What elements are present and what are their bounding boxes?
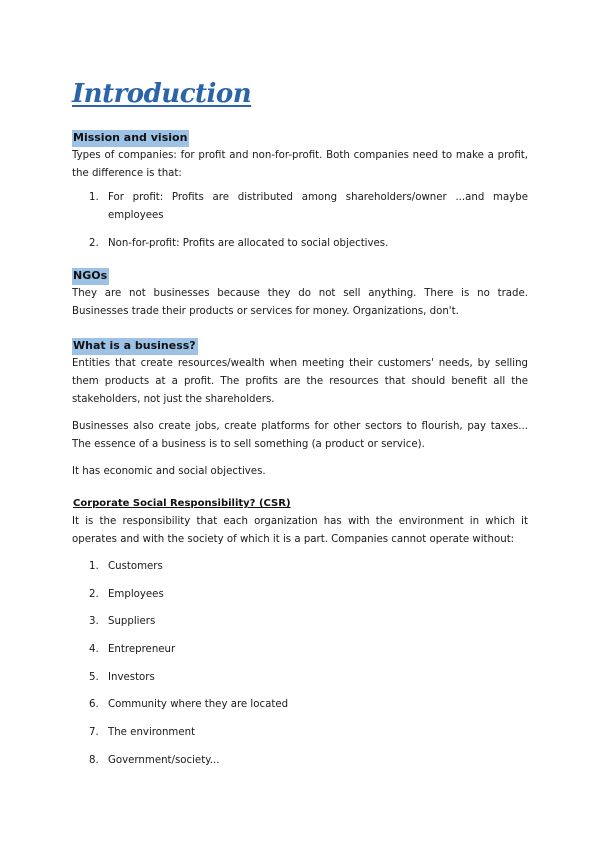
list-item — [72, 724, 528, 742]
list-item — [72, 586, 528, 604]
list-item — [72, 752, 528, 770]
csr-list — [72, 558, 528, 770]
section-mission — [72, 126, 528, 253]
csr-text: It is the responsibility that each organization has with the environment in which it operates and with the society of which it is a part. Companies cannot operate without: — [72, 516, 528, 545]
list-text: The environment — [108, 727, 196, 739]
business-p3: It has economic and social objectives. — [72, 466, 266, 477]
list-text: Community where they are located — [108, 699, 289, 711]
list-text: Investors — [108, 671, 155, 683]
list-item — [72, 613, 528, 631]
list-number: 2. — [89, 238, 99, 249]
mission-list — [72, 189, 528, 253]
section-business — [72, 334, 528, 481]
heading-csr: Corporate Social Responsibility? (CSR) — [73, 498, 291, 509]
list-number: 2. — [89, 588, 99, 600]
list-number: 5. — [89, 671, 99, 683]
list-number: 4. — [89, 644, 99, 656]
list-number: 3. — [89, 616, 99, 628]
list-text: Employees — [108, 588, 164, 600]
ngos-text: They are not businesses because they do not sell anything. There is no trade. Businesses trade their products or services for money. Organizations, don't. — [72, 288, 528, 317]
list-text: Entrepreneur — [108, 644, 176, 656]
list-number: 8. — [89, 754, 99, 766]
section-ngos — [72, 264, 528, 321]
list-item — [72, 558, 528, 576]
list-text: Non-for-profit: Profits are allocated to social objectives. — [108, 238, 389, 249]
list-number: 1. — [89, 192, 99, 203]
heading-ngos: NGOs — [72, 268, 109, 285]
list-item — [72, 669, 528, 687]
mission-intro: Types of companies: for profit and non-for-profit. Both companies need to make a profit, the difference is that: — [72, 150, 528, 179]
list-number: 1. — [89, 561, 99, 572]
list-item — [72, 235, 528, 253]
section-csr — [72, 491, 528, 770]
document-page — [72, 76, 528, 780]
page-title: Introduction — [72, 79, 252, 109]
heading-business: What is a business? — [72, 338, 198, 355]
list-item — [72, 189, 528, 225]
list-item — [72, 696, 528, 714]
list-text: Customers — [108, 561, 163, 572]
list-text: Government/society... — [108, 754, 220, 766]
list-item — [72, 641, 528, 659]
list-number: 6. — [89, 699, 99, 711]
business-p2: Businesses also create jobs, create platforms for other sectors to flourish, pay taxes... The essence of a business is to sell something (a product or service). — [72, 421, 528, 450]
business-p1: Entities that create resources/wealth when meeting their customers' needs, by selling them products at a profit. The profits are the resources that should benefit all the stakeholders, not just the shareholders. — [72, 358, 528, 405]
list-number: 7. — [89, 727, 99, 739]
heading-mission: Mission and vision — [72, 130, 189, 147]
list-text: For profit: Profits are distributed among shareholders/owner ...and maybe employees — [108, 192, 528, 221]
list-text: Suppliers — [108, 616, 156, 628]
